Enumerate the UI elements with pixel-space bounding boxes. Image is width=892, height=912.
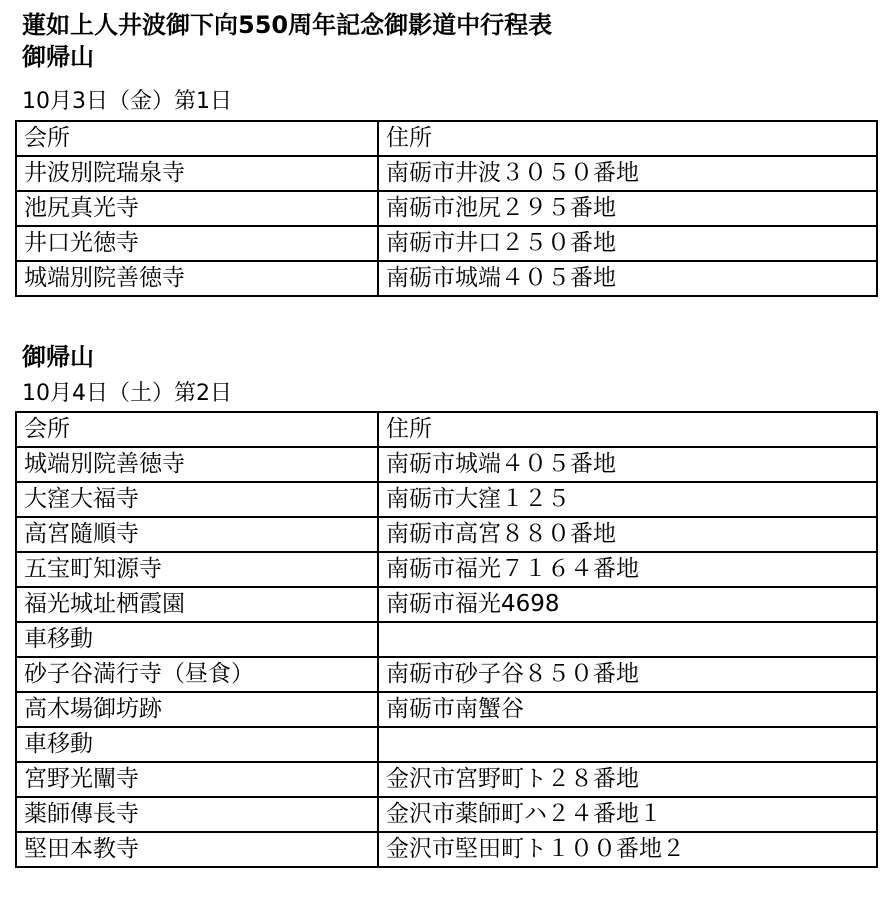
- address-cell: 南砺市池尻２９５番地: [378, 191, 877, 226]
- venue-cell: 薬師傳長寺: [16, 797, 378, 832]
- address-cell: 南砺市砂子谷８５０番地: [378, 657, 877, 692]
- address-cell: 金沢市宮野町ト２８番地: [378, 762, 877, 797]
- venue-cell: 大窪大福寺: [16, 482, 378, 517]
- venue-cell: 車移動: [16, 727, 378, 762]
- section-2-title: 御帰山: [22, 343, 94, 371]
- table-row: [16, 657, 877, 692]
- table-row: [16, 261, 877, 296]
- table-row: [16, 622, 877, 657]
- table-row: [16, 692, 877, 727]
- table-row: [16, 727, 877, 762]
- address-cell: 南砺市福光4698: [378, 587, 877, 622]
- section-1-title: 御帰山: [22, 43, 94, 71]
- table-row: [16, 156, 877, 191]
- venue-column-header: 会所: [16, 121, 378, 156]
- address-cell: 南砺市高宮８８０番地: [378, 517, 877, 552]
- address-cell: 南砺市福光７１６４番地: [378, 552, 877, 587]
- table-row: [16, 797, 877, 832]
- section-1-table: [15, 120, 878, 297]
- address-cell: [378, 727, 877, 762]
- venue-cell: 車移動: [16, 622, 378, 657]
- address-cell: 南砺市井口２５０番地: [378, 226, 877, 261]
- venue-cell: 高宮隨順寺: [16, 517, 378, 552]
- address-cell: 南砺市大窪１２５: [378, 482, 877, 517]
- venue-cell: 五宝町知源寺: [16, 552, 378, 587]
- address-cell: 南砺市城端４０５番地: [378, 447, 877, 482]
- venue-cell: 城端別院善徳寺: [16, 261, 378, 296]
- section-2-table: [15, 411, 878, 868]
- venue-cell: 井口光徳寺: [16, 226, 378, 261]
- table-row: [16, 226, 877, 261]
- address-cell: [378, 622, 877, 657]
- table-row: [16, 191, 877, 226]
- address-cell: 南砺市井波３０５０番地: [378, 156, 877, 191]
- venue-cell: 池尻真光寺: [16, 191, 378, 226]
- section-2-date: 10月4日（土）第2日: [22, 381, 232, 406]
- address-cell: 金沢市堅田町ト１００番地２: [378, 832, 877, 867]
- table-row: [16, 517, 877, 552]
- table-row: [16, 587, 877, 622]
- venue-cell: 宮野光闡寺: [16, 762, 378, 797]
- address-cell: 金沢市薬師町ハ２４番地１: [378, 797, 877, 832]
- address-cell: 南砺市城端４０５番地: [378, 261, 877, 296]
- table-row: [16, 552, 877, 587]
- table-header-row: [16, 121, 877, 156]
- document-title: 蓮如上人井波御下向550周年記念御影道中行程表: [22, 11, 553, 39]
- table-row: [16, 447, 877, 482]
- address-cell: 南砺市南蟹谷: [378, 692, 877, 727]
- venue-cell: 砂子谷満行寺（昼食）: [16, 657, 378, 692]
- table-header-row: [16, 412, 877, 447]
- table-row: [16, 482, 877, 517]
- address-column-header: 住所: [378, 412, 877, 447]
- table-row: [16, 832, 877, 867]
- address-column-header: 住所: [378, 121, 877, 156]
- venue-column-header: 会所: [16, 412, 378, 447]
- venue-cell: 高木場御坊跡: [16, 692, 378, 727]
- section-1-date: 10月3日（金）第1日: [22, 89, 232, 114]
- venue-cell: 城端別院善徳寺: [16, 447, 378, 482]
- venue-cell: 堅田本教寺: [16, 832, 378, 867]
- venue-cell: 福光城址栖霞園: [16, 587, 378, 622]
- table-row: [16, 762, 877, 797]
- venue-cell: 井波別院瑞泉寺: [16, 156, 378, 191]
